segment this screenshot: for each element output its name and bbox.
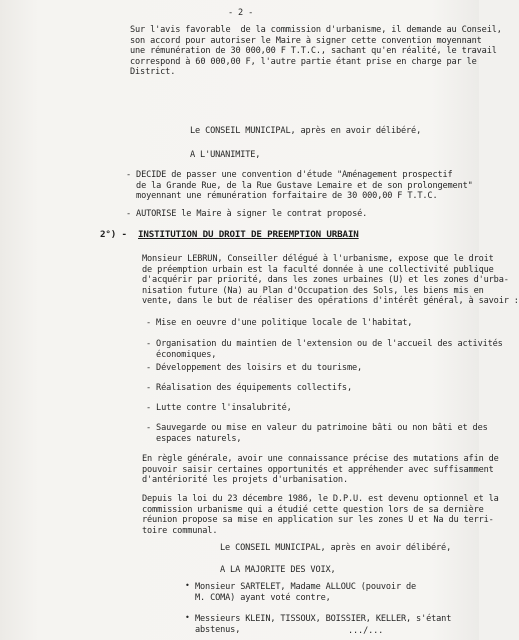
section-title: INSTITUTION DU DROIT DE PREEMPTION URBAIN xyxy=(138,229,359,240)
vote-line: Messieurs KLEIN, TISSOUX, BOISSIER, KELLER, s'étant xyxy=(195,614,452,624)
council-deliberation: Le CONSEIL MUNICIPAL, après en avoir délibéré, xyxy=(220,543,452,553)
vote-line: M. COMA) ayant voté contre, xyxy=(195,592,331,603)
objective-item: - Développement des loisirs et du tourisme, xyxy=(146,363,363,373)
vote-line: abstenus, xyxy=(195,624,241,635)
continuation-mark: .../... xyxy=(348,626,384,636)
objective-item: - Mise en oeuvre d'une politique locale de l'habitat, xyxy=(146,318,413,328)
decision-line: moyennant une rémunération forfaitaire de 30 000,00 F T.T.C. xyxy=(126,191,438,201)
paragraph-line: Sur l'avis favorable de la commission d'urbanisme, il demande au Conseil, xyxy=(130,25,502,35)
objective-item: espaces naturels, xyxy=(146,433,242,444)
vote-result: A LA MAJORITE DES VOIX, xyxy=(220,565,336,575)
paragraph-line: nisation future (Na) au Plan d'Occupation des Sols, les biens mis en xyxy=(142,285,484,296)
vote-line: Monsieur SARTELET, Madame ALLOUC (pouvoir de xyxy=(195,582,417,592)
paragraph-line: son accord pour autoriser le Maire à signer cette convention moyennant xyxy=(130,35,482,46)
paragraph-line: de préemption urbain est la faculté donnée à une collectivité publique xyxy=(142,264,494,275)
authorization-line: - AUTORISE le Maire à signer le contrat proposé. xyxy=(126,209,368,219)
page-number: - 2 - xyxy=(228,8,254,18)
objective-item: - Lutte contre l'insalubrité, xyxy=(146,403,292,413)
paragraph-line: En règle générale, avoir une connaissance précise des mutations afin de xyxy=(142,454,499,464)
objective-item: - Sauvegarde ou mise en valeur du patrimoine bâti ou non bâti et des xyxy=(146,423,488,433)
bullet-icon: • xyxy=(185,613,190,622)
paragraph-line: d'antériorité les projets d'urbanisation. xyxy=(142,475,348,485)
objective-item: économiques, xyxy=(146,349,217,360)
paragraph-line: commission urbanisme qui a étudié cette question lors de sa dernière xyxy=(142,504,484,515)
objective-item: - Réalisation des équipements collectifs, xyxy=(146,383,352,393)
paragraph-line: pouvoir saisir certaines opportunités et appréhender avec suffisamment xyxy=(142,464,494,475)
paragraph-line: d'acquérir par priorité, dans les zones urbaines (U) et les zones d'urba- xyxy=(142,275,509,285)
paragraph-line: District. xyxy=(130,67,176,77)
bullet-icon: • xyxy=(185,581,190,590)
paragraph-line: correspond à 60 000,00 F, l'autre partie étant prise en charge par le xyxy=(130,56,477,67)
paragraph-line: toire communal. xyxy=(142,525,218,536)
paragraph-line: une rémunération de 30 000,00 F T.T.C., sachant qu'en réalité, le travail xyxy=(130,46,497,56)
vote-result: A L'UNANIMITE, xyxy=(190,150,261,160)
decision-line: - DECIDE de passer une convention d'étude "Aménagement prospectif xyxy=(126,170,453,180)
council-deliberation: Le CONSEIL MUNICIPAL, après en avoir délibéré, xyxy=(190,126,422,136)
paragraph-line: Monsieur LEBRUN, Conseiller délégué à l'urbanisme, expose que le droit xyxy=(142,254,494,264)
paragraph-line: vente, dans le but de réaliser des opérations d'intérêt général, à savoir : xyxy=(142,296,519,306)
paragraph-line: Depuis la loi du 23 décembre 1986, le D.P.U. est devenu optionnel et la xyxy=(142,494,499,504)
objective-item: - Organisation du maintien de l'extension ou de l'accueil des activités xyxy=(146,339,503,349)
decision-line: de la Grande Rue, de la Rue Gustave Lemaire et de son prolongement" xyxy=(126,180,473,191)
paragraph-line: réunion propose sa mise en application sur les zones U et Na du terri- xyxy=(142,515,494,525)
section-number: 2°) - xyxy=(100,229,127,240)
